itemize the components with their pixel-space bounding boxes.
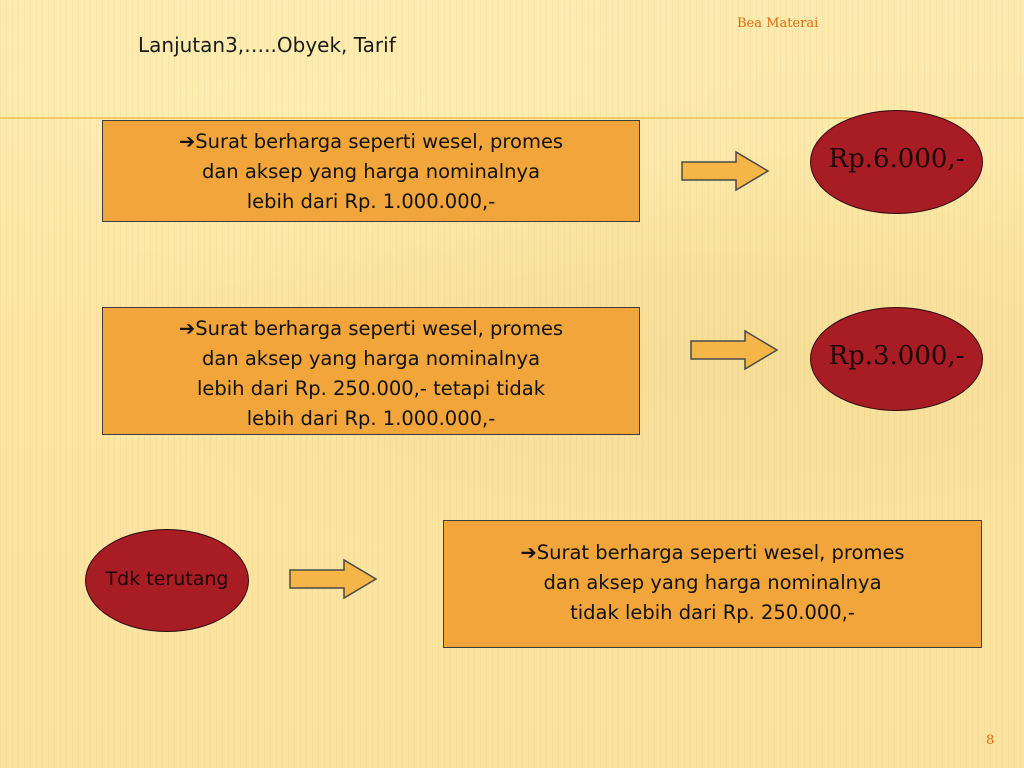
tariff-label: Tdk terutang	[105, 567, 229, 590]
tariff-ellipse-1	[810, 110, 983, 214]
slide-title: Lanjutan3,…..Obyek, Tarif	[138, 33, 396, 57]
tariff-ellipse-3	[85, 529, 249, 632]
right-arrow-icon	[288, 558, 380, 600]
condition-box-1	[102, 120, 640, 222]
condition-line: dan aksep yang harga nominalnya	[201, 160, 541, 183]
condition-box-3	[443, 520, 982, 648]
condition-box-2	[102, 307, 640, 435]
condition-line: lebih dari Rp. 1.000.000,-	[246, 190, 496, 213]
condition-line: ➔Surat berharga seperti wesel, promes	[178, 130, 564, 153]
page-number: 8	[986, 733, 995, 748]
tariff-label: Rp.6.000,-	[828, 144, 965, 174]
right-arrow-icon	[680, 150, 772, 192]
tariff-ellipse-2	[810, 307, 983, 411]
condition-line: ➔Surat berharga seperti wesel, promes	[520, 541, 905, 564]
condition-line: lebih dari Rp. 250.000,- tetapi tidak	[196, 377, 546, 400]
condition-line: dan aksep yang harga nominalnya	[201, 347, 541, 370]
corner-label: Bea Materai	[737, 16, 819, 31]
tariff-label: Rp.3.000,-	[828, 341, 965, 371]
right-arrow-icon	[689, 329, 781, 371]
condition-line: lebih dari Rp. 1.000.000,-	[246, 407, 496, 430]
condition-line: tidak lebih dari Rp. 250.000,-	[570, 601, 855, 624]
condition-line: dan aksep yang harga nominalnya	[543, 571, 882, 594]
condition-line: ➔Surat berharga seperti wesel, promes	[178, 317, 564, 340]
